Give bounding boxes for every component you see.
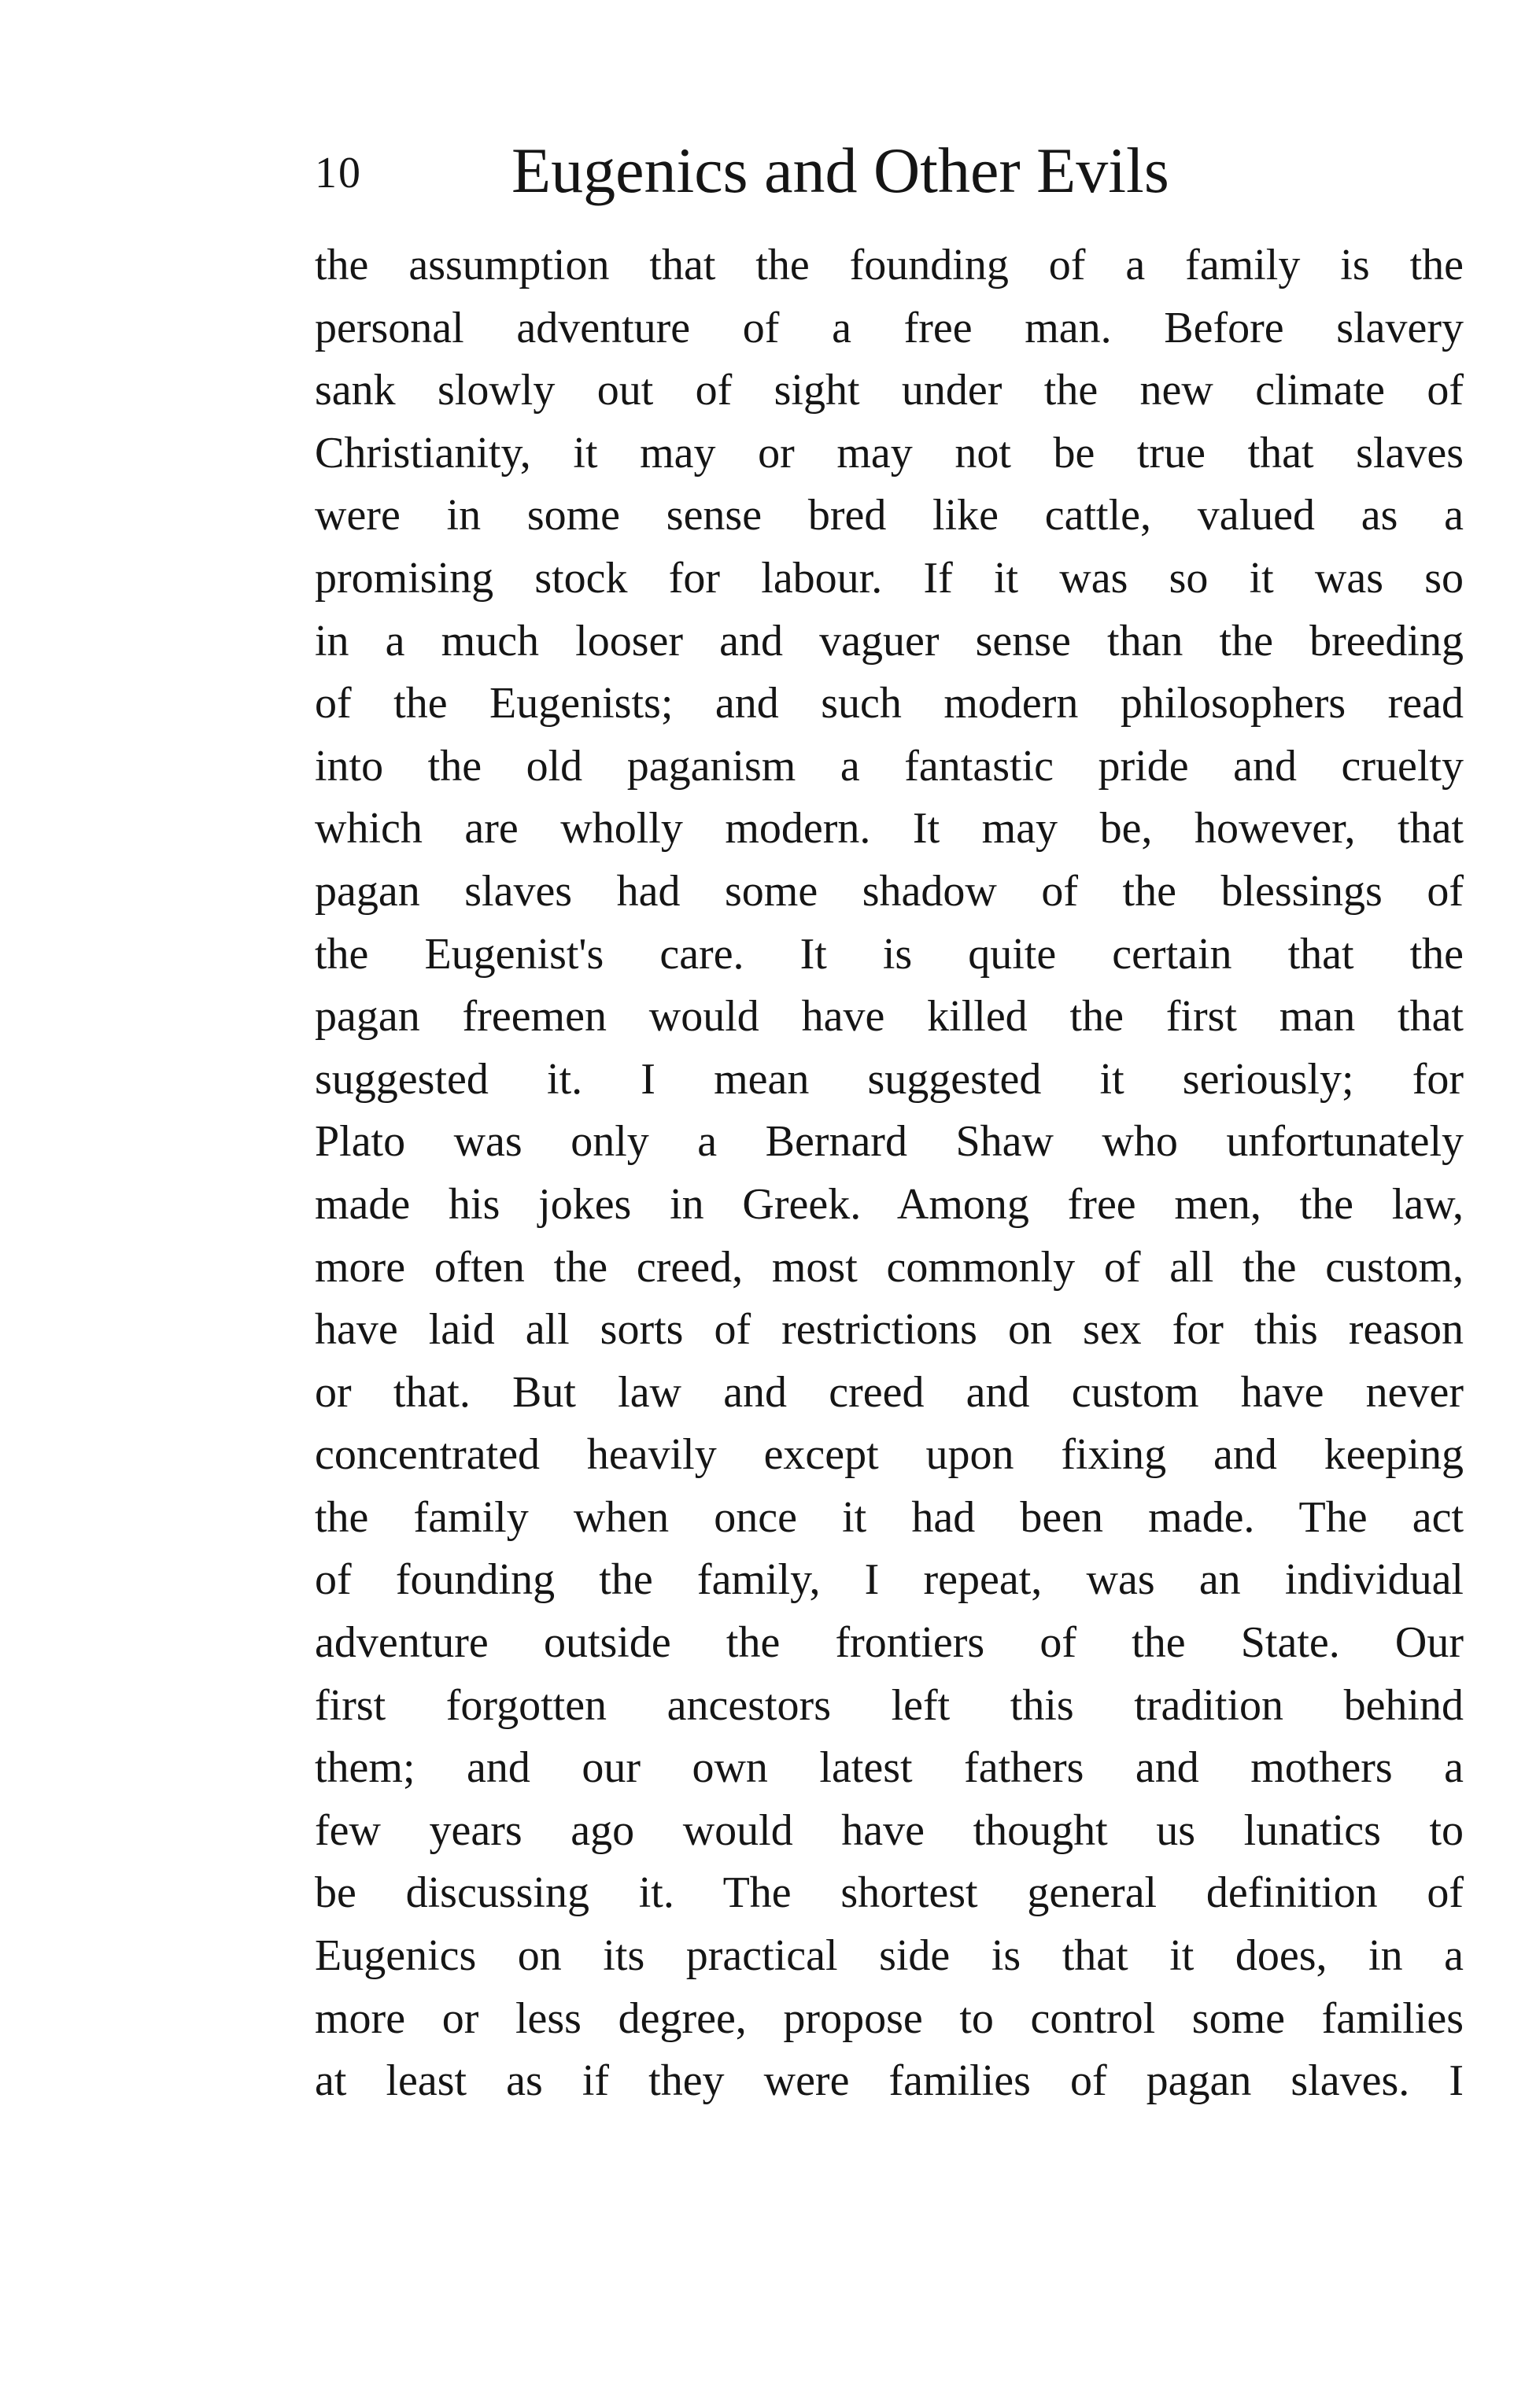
text-line: in a much looser and vaguer sense than the breeding: [315, 616, 1464, 666]
text-line: more often the creed, most commonly of all the custom,: [315, 1242, 1464, 1292]
text-line: the assumption that the founding of a family is the: [315, 241, 1464, 289]
text-line: made his jokes in Greek. Among free men, the law,: [315, 1179, 1464, 1229]
text-line: concentrated heavily except upon fixing and keeping: [315, 1430, 1464, 1480]
text-line: adventure outside the frontiers of the State. Our: [315, 1618, 1464, 1668]
text-line: the Eugenist's care. It is quite certain that the: [315, 929, 1464, 979]
text-line: have laid all sorts of restrictions on sex for this reason: [315, 1305, 1464, 1355]
text-line: into the old paganism a fantastic pride and cruelty: [315, 741, 1464, 791]
text-line: sank slowly out of sight under the new climate of: [315, 366, 1464, 415]
text-line: Eugenics on its practical side is that it does, in a: [315, 1931, 1464, 1981]
text-line: were in some sense bred like cattle, valued as a: [315, 491, 1464, 540]
text-line: promising stock for labour. If it was so it was so: [315, 553, 1464, 603]
text-line: of the Eugenists; and such modern philosophers read: [315, 679, 1464, 728]
text-line: first forgotten ancestors left this tradition behind: [315, 1680, 1464, 1730]
running-head: [315, 134, 1464, 220]
text-line: suggested it. I mean suggested it seriously; for: [315, 1054, 1464, 1104]
text-line: pagan slaves had some shadow of the blessings of: [315, 866, 1464, 916]
page-number: 10: [315, 149, 362, 197]
body-text: [315, 234, 1464, 2113]
text-line: Plato was only a Bernard Shaw who unfortunately: [315, 1117, 1464, 1167]
text-line: personal adventure of a free man. Before slavery: [315, 303, 1464, 352]
running-title: Eugenics and Other Evils: [511, 135, 1169, 206]
text-line: them; and our own latest fathers and mothers a: [315, 1743, 1464, 1793]
text-line: the family when once it had been made. The act: [315, 1492, 1464, 1542]
text-line: few years ago would have thought us lunatics to: [315, 1805, 1464, 1855]
text-line: more or less degree, propose to control some families: [315, 1993, 1464, 2043]
text-line: which are wholly modern. It may be, however, that: [315, 804, 1464, 854]
text-line: Christianity, it may or may not be true that slaves: [315, 428, 1464, 478]
text-line: or that. But law and creed and custom have never: [315, 1367, 1464, 1417]
text-line: of founding the family, I repeat, was an individual: [315, 1555, 1464, 1605]
text-line: at least as if they were families of pagan slaves. I: [315, 2056, 1464, 2106]
text-line: be discussing it. The shortest general definition of: [315, 1868, 1464, 1918]
text-line: pagan freemen would have killed the first man that: [315, 992, 1464, 1042]
